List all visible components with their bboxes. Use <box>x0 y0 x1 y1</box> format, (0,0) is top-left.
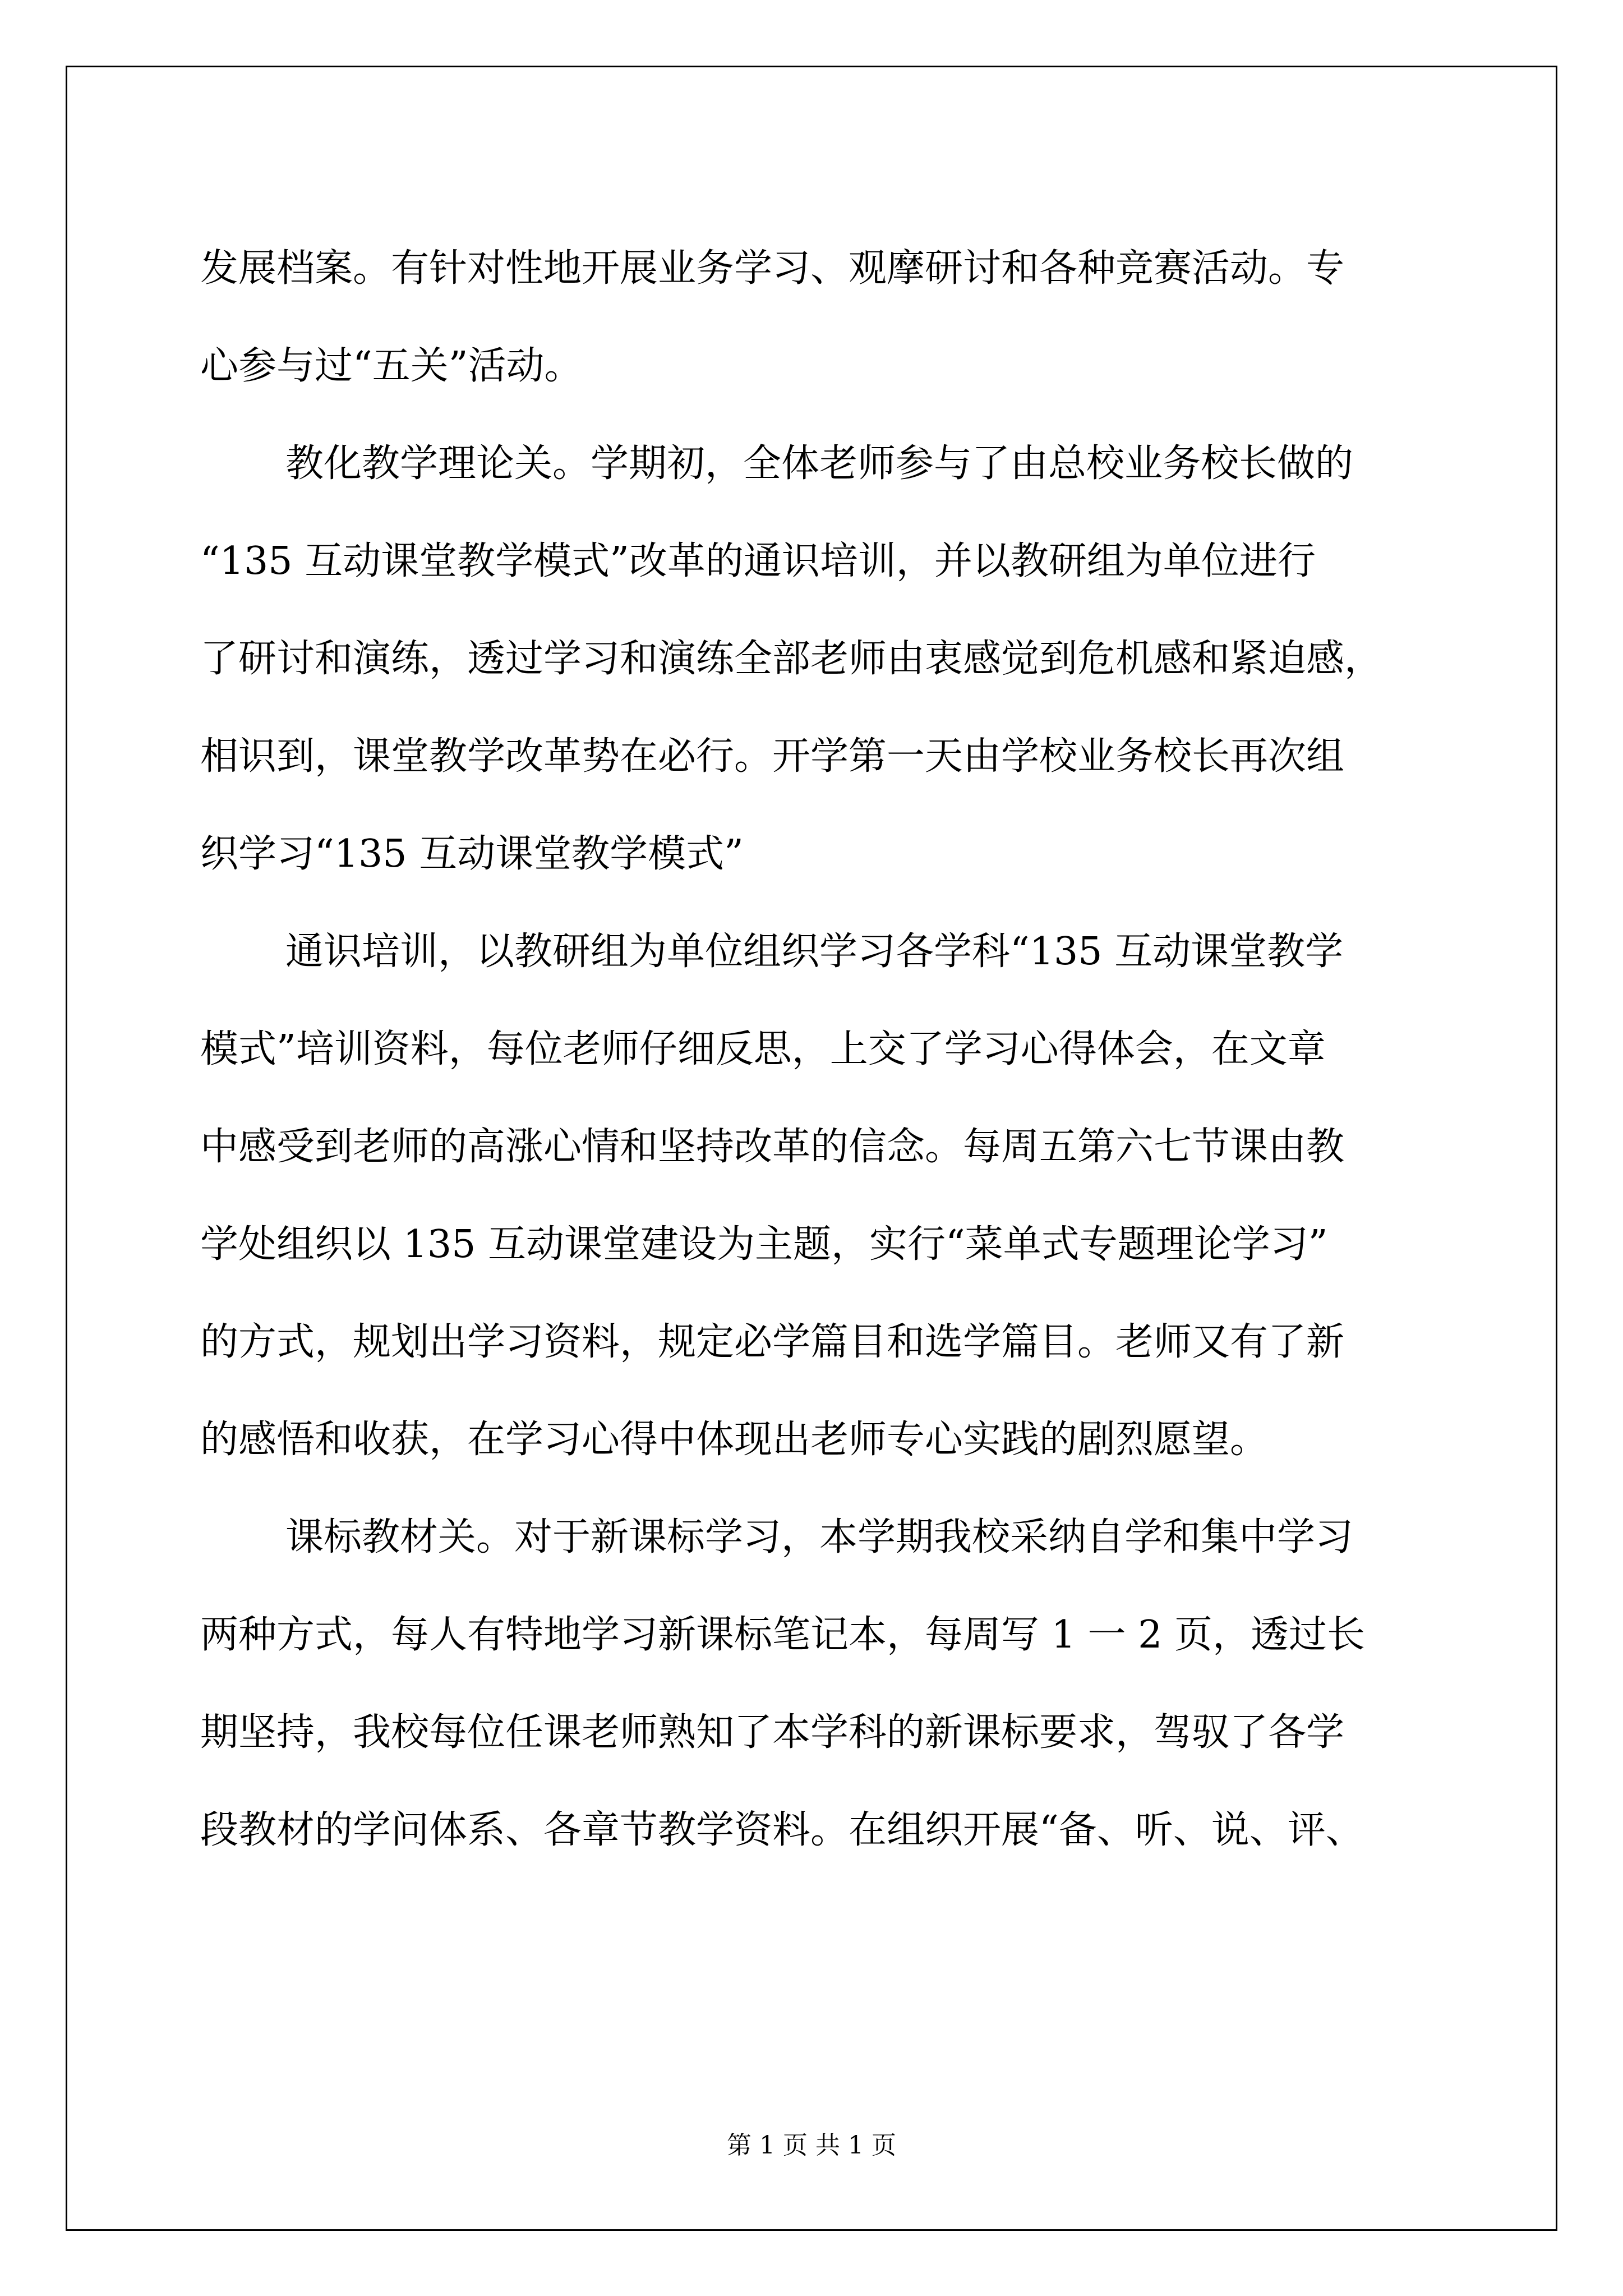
text-line: 相识到，课堂教学改革势在必行。开学第一天由学校业务校长再次组 <box>200 734 1345 779</box>
text-line: 中感受到老师的高涨心情和坚持改革的信念。每周五第六七节课由教 <box>200 1125 1345 1169</box>
text-line: 段教材的学问体系、各章节教学资料。在组织开展“备、听、说、评、 <box>200 1808 1364 1852</box>
text-line: 的方式，规划出学习资料，规定必学篇目和选学篇目。老师又有了新 <box>200 1320 1345 1364</box>
paragraph-start-line: 通识培训，以教研组为单位组织学习各学科“135 互动课堂教学 <box>285 930 1344 974</box>
text-line: 的感悟和收获，在学习心得中体现出老师专心实践的剧烈愿望。 <box>200 1418 1269 1462</box>
text-line: 模式”培训资料，每位老师仔细反思，上交了学习心得体会，在文章 <box>200 1027 1326 1071</box>
text-line: 织学习“135 互动课堂教学模式” <box>200 832 744 876</box>
text-line: 了研讨和演练，透过学习和演练全部老师由衷感觉到危机感和紧迫感， <box>200 637 1383 681</box>
document-body <box>200 220 1434 1879</box>
text-line: 学处组织以 135 互动课堂建设为主题，实行“菜单式专题理论学习” <box>200 1222 1328 1267</box>
paragraph-start-line: 课标教材关。对于新课标学习，本学期我校采纳自学和集中学习 <box>285 1515 1354 1559</box>
text-line: 心参与过“五关”活动。 <box>200 344 583 388</box>
paragraph-start-line: 教化教学理论关。学期初，全体老师参与了由总校业务校长做的 <box>285 441 1354 486</box>
text-line: 发展档案。有针对性地开展业务学习、观摩研讨和各种竞赛活动。专 <box>200 246 1345 291</box>
text-line: 两种方式，每人有特地学习新课标笔记本，每周写 1 一 2 页，透过长 <box>200 1613 1365 1657</box>
text-line: 期坚持，我校每位任课老师熟知了本学科的新课标要求，驾驭了各学 <box>200 1710 1345 1755</box>
page-footer: 第 1 页 共 1 页 <box>727 2131 896 2160</box>
text-line: “135 互动课堂教学模式”改革的通识培训，并以教研组为单位进行 <box>200 539 1316 583</box>
